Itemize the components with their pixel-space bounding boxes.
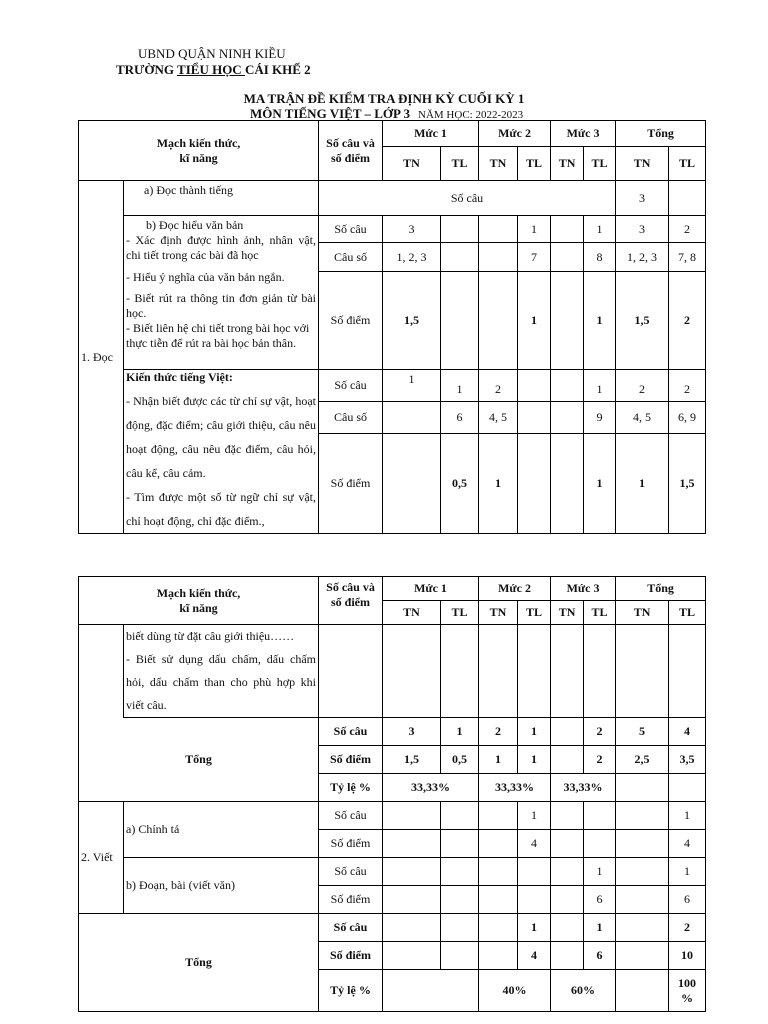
doc-hieu-line: - Biết liên hệ chi tiết trong bài học với thực tiễn để rút ra bài học bản thân.: [126, 321, 310, 350]
cell: [584, 802, 616, 830]
row-label: Số câu: [319, 216, 383, 243]
cell: 1, 2, 3: [616, 243, 669, 272]
cell: 1: [518, 216, 551, 243]
school-underlined: TIỂU HỌC: [177, 62, 245, 77]
cell: 2: [479, 718, 518, 746]
cell: [551, 272, 584, 370]
cell: [383, 914, 441, 942]
cell: 2: [669, 914, 706, 942]
row-label: Số điểm: [319, 830, 383, 858]
cell: [616, 802, 669, 830]
section-doc-continued: [79, 625, 124, 718]
item-kien-thuc-continued: [124, 625, 319, 718]
cell: [441, 942, 479, 970]
cell: 2: [616, 370, 669, 402]
cell: [551, 914, 584, 942]
header-tl: TL: [584, 601, 616, 625]
cell: 6: [584, 942, 616, 970]
cell: 3: [616, 216, 669, 243]
row-label: Số điểm: [319, 272, 383, 370]
cell: [479, 830, 518, 858]
cell: 1: [518, 272, 551, 370]
district-name: UBND QUẬN NINH KIỀU: [138, 46, 286, 61]
cell: 2: [479, 370, 518, 402]
doc-hieu-line: - Xác định được hình ảnh, nhân vật, chi tiết trong các bài đã học: [126, 233, 316, 262]
cell: [479, 886, 518, 914]
row-label: Tỷ lệ %: [319, 970, 383, 1012]
ktv-line: - Tìm được một số từ ngữ chỉ sự vật, chỉ hoạt động, chỉ đặc điểm.,: [126, 490, 316, 528]
cell: [441, 914, 479, 942]
cell: [616, 886, 669, 914]
cell: [479, 942, 518, 970]
doc-thanh-tieng-total: 3: [616, 181, 669, 216]
empty-cell: [669, 774, 706, 802]
header-kinang-line: kĩ năng: [179, 600, 218, 615]
row-label: Câu số: [319, 402, 383, 433]
cell: 6, 9: [669, 402, 706, 433]
cell: 1, 2, 3: [383, 243, 441, 272]
cell: 1: [584, 272, 616, 370]
document-title: MA TRẬN ĐỀ KIỂM TRA ĐỊNH KỲ CUỐI KỲ 1: [243, 91, 525, 106]
empty-cell: [319, 625, 383, 718]
empty-cell: [551, 625, 584, 718]
cell: 3: [383, 216, 441, 243]
empty-cell: [669, 181, 706, 216]
viet-tyle-muc-3: 60%: [551, 970, 616, 1012]
doc-tong-label: Tổng: [79, 718, 319, 802]
header-tong: Tổng: [616, 577, 706, 601]
cell: [551, 718, 584, 746]
cell: 1,5: [669, 433, 706, 533]
cell: 4: [669, 830, 706, 858]
header-muc-2: Mức 2: [479, 577, 551, 601]
cell: [518, 858, 551, 886]
empty-cell: [584, 625, 616, 718]
cell: [518, 402, 551, 433]
empty-cell: [616, 625, 669, 718]
row-label: Số câu: [319, 858, 383, 886]
cell: [441, 272, 479, 370]
doc-hieu-line: - Biết rút ra thông tin đơn giản từ bài học.: [126, 291, 316, 320]
header-socau-va-diem: Số câu và số điểm: [319, 577, 383, 625]
cell: 6: [669, 886, 706, 914]
cell: 5: [616, 718, 669, 746]
cell: 1: [616, 433, 669, 533]
empty-cell: [383, 625, 441, 718]
header-muc-3: Mức 3: [551, 121, 616, 147]
cell: [441, 830, 479, 858]
cell: 3: [383, 718, 441, 746]
cell: [518, 370, 551, 402]
cell: 1: [479, 433, 518, 533]
cell: [441, 858, 479, 886]
cell: 1: [584, 433, 616, 533]
cell: 0,5: [441, 433, 479, 533]
cell: [441, 886, 479, 914]
cell: [551, 886, 584, 914]
cell: [479, 914, 518, 942]
cell: 1: [518, 914, 551, 942]
viet-tong-label: Tổng: [79, 914, 319, 1012]
header-tn: TN: [383, 601, 441, 625]
cell: 7: [518, 243, 551, 272]
empty-cell: [669, 625, 706, 718]
ktv-line: - Nhận biết được các từ chỉ sự vật, hoạt động, đặc điểm; câu giới thiệu, câu nêu hoạt động, câu nêu đặc điểm, câu hỏi, câu kể, câu cảm.: [126, 394, 316, 480]
cell: [479, 272, 518, 370]
cell: [551, 746, 584, 774]
row-label: Số điểm: [319, 433, 383, 533]
doc-hieu-heading: b) Đọc hiểu văn bản: [146, 218, 244, 232]
cell: 1: [383, 370, 441, 402]
header-tl: TL: [518, 147, 551, 181]
item-doc-hieu-van-ban: [124, 216, 319, 370]
cell: [551, 830, 584, 858]
cell: [479, 802, 518, 830]
cell: 0,5: [441, 746, 479, 774]
cell: [479, 858, 518, 886]
cell: [479, 216, 518, 243]
header-tn: TN: [383, 147, 441, 181]
cell: [551, 802, 584, 830]
cell: [383, 886, 441, 914]
cell: [518, 886, 551, 914]
cell: [584, 830, 616, 858]
header-muc-3: Mức 3: [551, 577, 616, 601]
cell: [441, 802, 479, 830]
cell: 1: [669, 802, 706, 830]
cell: [551, 433, 584, 533]
row-label: Tỷ lệ %: [319, 774, 383, 802]
cell: 1,5: [383, 272, 441, 370]
cell: 4, 5: [616, 402, 669, 433]
viet-tyle-muc-2: 40%: [479, 970, 551, 1012]
header-mach-line: Mạch kiến thức,: [156, 585, 241, 600]
cell: 10: [669, 942, 706, 970]
cell: 1: [441, 718, 479, 746]
cell: [441, 216, 479, 243]
cell: 3,5: [669, 746, 706, 774]
header-muc-2: Mức 2: [479, 121, 551, 147]
cell: [383, 858, 441, 886]
cell: 1: [518, 718, 551, 746]
ktv-cont-line: biết dùng từ đặt câu giới thiệu……: [126, 629, 295, 643]
matrix-table-1: [78, 120, 706, 534]
header-tn: TN: [479, 601, 518, 625]
header-tl: TL: [518, 601, 551, 625]
ktv-heading: Kiến thức tiếng Việt:: [126, 370, 233, 384]
cell: 7, 8: [669, 243, 706, 272]
cell: [551, 402, 584, 433]
cell: 1: [584, 216, 616, 243]
header-socau-va-diem: Số câu và số điểm: [319, 121, 383, 181]
row-label: Số điểm: [319, 886, 383, 914]
row-label: Số câu: [319, 802, 383, 830]
header-mach-kien-thuc: [79, 121, 319, 181]
item-chinh-ta: a) Chính tả: [124, 802, 319, 858]
cell: [551, 370, 584, 402]
cell: [383, 802, 441, 830]
cell: 1: [518, 746, 551, 774]
cell: [518, 433, 551, 533]
school-suffix: CÁI KHẾ 2: [244, 62, 311, 77]
section-viet: 2. Viết: [79, 802, 124, 914]
header-muc-1: Mức 1: [383, 121, 479, 147]
header-muc-1: Mức 1: [383, 577, 479, 601]
ktv-cont-line: - Biết sử dụng dấu chấm, dấu chấm hỏi, dấu chấm than cho phù hợp khi viết câu.: [126, 652, 316, 712]
cell: 6: [584, 886, 616, 914]
item-doc-thanh-tieng: a) Đọc thành tiếng: [124, 181, 319, 216]
empty-cell: [441, 625, 479, 718]
cell: 1: [669, 858, 706, 886]
cell: 6: [441, 402, 479, 433]
matrix-table-2: [78, 576, 706, 1012]
cell: 4: [669, 718, 706, 746]
cell: 1: [584, 858, 616, 886]
header-tong: Tổng: [616, 121, 706, 147]
cell: [551, 243, 584, 272]
cell: 8: [584, 243, 616, 272]
tyle-muc-3: 33,33%: [551, 774, 616, 802]
header-tl: TL: [669, 601, 706, 625]
empty-cell: [616, 774, 669, 802]
cell: 1: [479, 746, 518, 774]
cell: 1: [441, 370, 479, 402]
cell: 4: [518, 942, 551, 970]
school-year: NĂM HỌC: 2022-2023: [418, 109, 524, 121]
cell: 1,5: [383, 746, 441, 774]
cell: 2: [669, 216, 706, 243]
section-doc: 1. Đọc: [79, 181, 124, 534]
cell: [616, 858, 669, 886]
cell: 2: [669, 370, 706, 402]
empty-cell: [518, 625, 551, 718]
empty-cell: [616, 970, 669, 1012]
item-kien-thuc-tieng-viet: [124, 370, 319, 534]
row-label: Số điểm: [319, 746, 383, 774]
viet-tyle-muc-1: [383, 970, 479, 1012]
cell: 1: [584, 914, 616, 942]
header-tl: TL: [584, 147, 616, 181]
doc-thanh-tieng-socau-label: Số câu: [319, 181, 616, 216]
doc-hieu-line: - Hiểu ý nghĩa của văn bản ngắn.: [126, 270, 285, 284]
cell: [551, 216, 584, 243]
school-name: [116, 62, 311, 78]
header-kinang-line: kĩ năng: [179, 150, 218, 165]
cell: 1: [518, 802, 551, 830]
cell: 2: [584, 718, 616, 746]
cell: 1,5: [616, 272, 669, 370]
cell: 1: [584, 370, 616, 402]
header-tl: TL: [441, 601, 479, 625]
header-tl: TL: [441, 147, 479, 181]
header-tn: TN: [479, 147, 518, 181]
cell: [616, 914, 669, 942]
item-doan-bai-viet-van: b) Đoạn, bài (viết văn): [124, 858, 319, 914]
school-prefix: TRƯỜNG: [116, 62, 178, 77]
cell: [383, 830, 441, 858]
cell: 2: [584, 746, 616, 774]
header-tn: TN: [616, 601, 669, 625]
cell: [479, 243, 518, 272]
row-label: Số câu: [319, 718, 383, 746]
row-label: Số câu: [319, 914, 383, 942]
header-mach-kien-thuc: [79, 577, 319, 625]
row-label: Câu số: [319, 243, 383, 272]
cell: [551, 942, 584, 970]
cell: [441, 243, 479, 272]
cell: 4, 5: [479, 402, 518, 433]
cell: 2: [669, 272, 706, 370]
header-tn: TN: [616, 147, 669, 181]
cell: 9: [584, 402, 616, 433]
header-tn: TN: [551, 601, 584, 625]
header-tl: TL: [669, 147, 706, 181]
cell: [383, 402, 441, 433]
cell: [383, 433, 441, 533]
tyle-muc-2: 33,33%: [479, 774, 551, 802]
viet-tyle-tong: 100 %: [669, 970, 706, 1012]
cell: 4: [518, 830, 551, 858]
cell: [383, 942, 441, 970]
empty-cell: [479, 625, 518, 718]
cell: [551, 858, 584, 886]
cell: 2,5: [616, 746, 669, 774]
header-mach-line: Mạch kiến thức,: [156, 135, 241, 150]
header-tn: TN: [551, 147, 584, 181]
tyle-muc-1: 33,33%: [383, 774, 479, 802]
subject-grade: MÔN TIẾNG VIỆT – LỚP 3: [250, 106, 411, 121]
row-label: Số điểm: [319, 942, 383, 970]
cell: [616, 942, 669, 970]
cell: [616, 830, 669, 858]
row-label: Số câu: [319, 370, 383, 402]
